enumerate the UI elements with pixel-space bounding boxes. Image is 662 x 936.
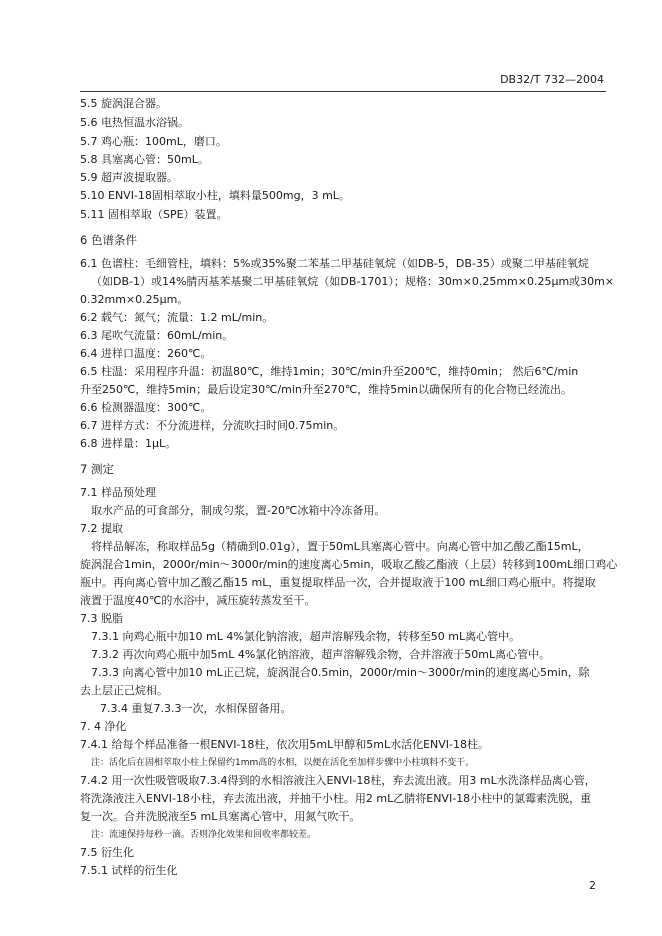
item-7-4-1: 7.4.1 给每个样品准备一根ENVI-18柱，依次用5mL甲醇和5mL水活化ENVI-18柱。 xyxy=(80,738,489,751)
item-7-2-line1: 将样品解冻，称取样品5g（精确到0.01g），置于50mL具塞离心管中。向离心管中加乙酸乙酯15mL， xyxy=(91,540,589,553)
item-6-5-line1: 6.5 柱温：采用程序升温：初温80℃，维持1min；30℃/min升至200℃，维持0min； 然后6℃/min xyxy=(80,365,579,378)
section-7-heading: 7 测定 xyxy=(80,462,114,476)
item-7-4-2-line1: 7.4.2 用一次性吸管吸取7.3.4得到的水相溶液注入ENVI-18柱，弃去流出液。用3 mL水洗涤样品离心管， xyxy=(80,774,596,787)
item-6-8: 6.8 进样量：1μL。 xyxy=(80,437,177,450)
page-number: 2 xyxy=(589,879,596,892)
item-5-7: 5.7 鸡心瓶：100mL，磨口。 xyxy=(80,135,227,148)
item-6-6: 6.6 检测器温度：300℃。 xyxy=(80,401,212,414)
item-7-3-1: 7.3.1 向鸡心瓶中加10 mL 4%氯化钠溶液，超声溶解残余物，转移至50 mL离心管中。 xyxy=(91,630,521,643)
item-6-7: 6.7 进样方式：不分流进样，分流吹扫时间0.75min。 xyxy=(80,419,345,432)
item-7-4-2-line2: 将洗涤液注入ENVI-18小柱，弃去流出液，并抽干小柱。用2 mL乙腈将ENVI-18小柱中的氯霉素洗脱，重 xyxy=(80,792,592,805)
item-7-3-3-line2: 去上层正己烷相。 xyxy=(80,684,168,697)
item-7-5-1: 7.5.1 试样的衍生化 xyxy=(80,864,178,877)
item-7-4-2-line3: 复一次。合并洗脱液至5 mL具塞离心管中，用氮气吹干。 xyxy=(80,810,361,823)
item-6-1-line2: （如DB-1）或14%腈丙基苯基聚二甲基硅氧烷（如DB-1701）；规格：30m×0.25mm×0.25μm或30m× xyxy=(91,275,615,288)
item-7-4-heading: 7. 4 净化 xyxy=(80,720,127,733)
item-7-3-2: 7.3.2 再次向鸡心瓶中加5mL 4%氯化钠溶液，超声溶解残余物，合并溶液于50mL离心管中。 xyxy=(91,648,551,661)
header-rule xyxy=(80,91,606,92)
item-5-11: 5.11 固相萃取（SPE）装置。 xyxy=(80,208,228,221)
item-7-1-text: 取水产品的可食部分，制成匀浆，置-20℃冰箱中冷冻备用。 xyxy=(91,504,386,517)
item-5-10: 5.10 ENVI-18固相萃取小柱，填料量500mg，3 mL。 xyxy=(80,189,350,202)
item-6-3: 6.3 尾吹气流量：60mL/min。 xyxy=(80,329,234,342)
item-7-3-heading: 7.3 脱脂 xyxy=(80,612,123,625)
item-7-5-heading: 7.5 衍生化 xyxy=(80,846,134,859)
item-6-1-line3: 0.32mm×0.25μm。 xyxy=(80,293,189,306)
item-7-3-4: 7.3.4 重复7.3.3一次，水相保留备用。 xyxy=(100,702,292,715)
item-7-2-line4: 液置于温度40℃的水浴中，减压旋转蒸发至干。 xyxy=(80,594,316,607)
item-6-1-line1: 6.1 色谱柱：毛细管柱，填料：5%或35%聚二苯基二甲基硅氧烷（如DB-5，DB-35）或聚二甲基硅氧烷 xyxy=(80,257,589,270)
item-5-8: 5.8 具塞离心管：50mL。 xyxy=(80,153,209,166)
item-6-2: 6.2 载气：氮气；流量：1.2 mL/min。 xyxy=(80,311,274,324)
item-7-2-heading: 7.2 提取 xyxy=(80,522,123,535)
item-5-5: 5.5 旋涡混合器。 xyxy=(80,97,167,110)
item-6-5-line2: 升至250℃，维持5min；最后设定30℃/min升至270℃，维持5min以确保所有的化合物已经流出。 xyxy=(80,383,572,396)
standard-number: DB32/T 732—2004 xyxy=(500,73,604,86)
note-7-4-1: 注：活化后在固相萃取小柱上保留约1mm高的水相，以便在活化至加样步骤中小柱填料不变干。 xyxy=(91,758,475,768)
item-7-2-line2: 旋涡混合1min，2000r/min～3000r/min的速度离心5min，吸取乙酸乙酯液（上层）转移到100mL细口鸡心 xyxy=(80,558,618,571)
item-6-4: 6.4 进样口温度：260℃。 xyxy=(80,347,212,360)
item-7-3-3-line1: 7.3.3 向离心管中加10 mL正己烷，旋涡混合0.5min，2000r/min～3000r/min的速度离心5min，除 xyxy=(91,666,590,679)
item-5-6: 5.6 电热恒温水浴锅。 xyxy=(80,116,189,129)
note-7-4-2: 注：流速保持每秒一滴。否则净化效果和回收率都较差。 xyxy=(91,830,317,840)
item-7-2-line3: 瓶中。再向离心管中加乙酸乙酯15 mL，重复提取样品一次，合并提取液于100 mL细口鸡心瓶中。将提取 xyxy=(80,576,596,589)
item-5-9: 5.9 超声波提取器。 xyxy=(80,171,178,184)
section-6-heading: 6 色谱条件 xyxy=(80,233,137,247)
item-7-1-heading: 7.1 样品预处理 xyxy=(80,486,156,499)
